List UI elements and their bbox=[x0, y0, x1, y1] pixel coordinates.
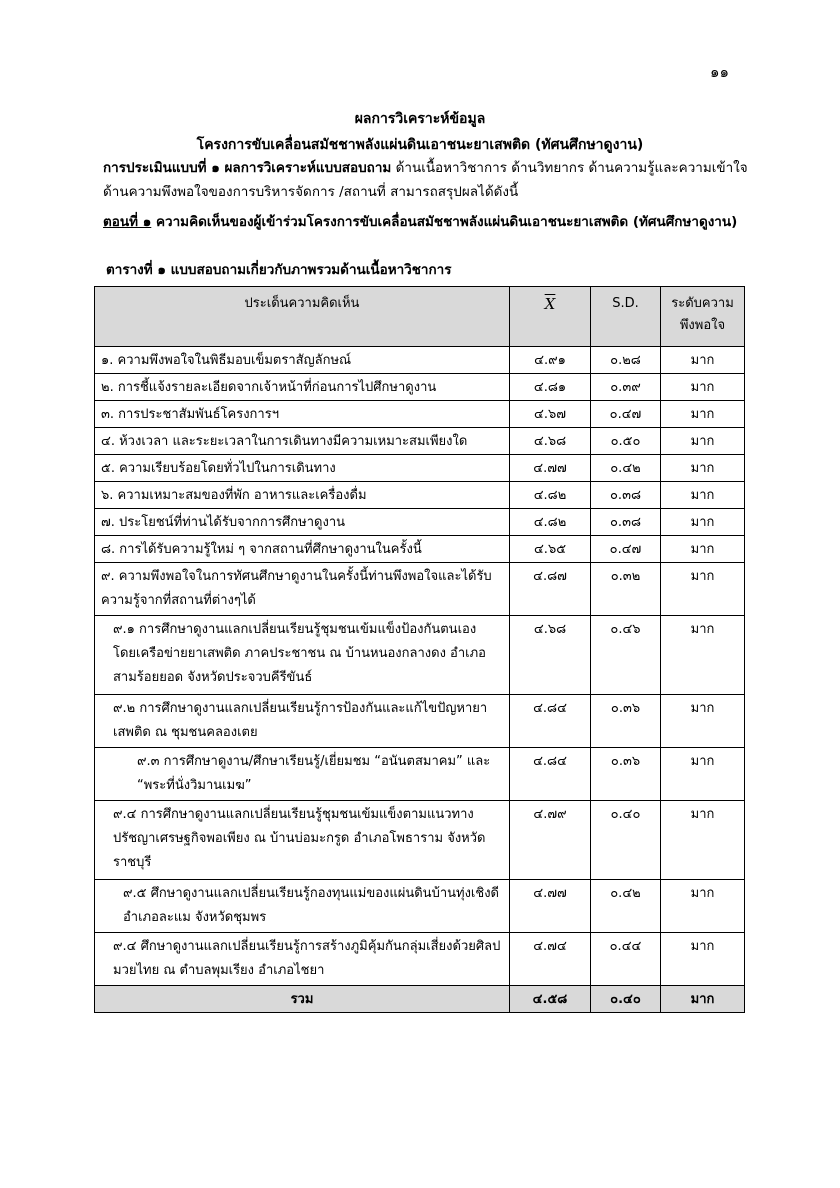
item-cell: ๖. ความเหมาะสมของที่พัก อาหารและเครื่องดื่ม bbox=[95, 482, 510, 509]
header-level-line2: พึงพอใจ bbox=[679, 318, 726, 333]
header-sd: S.D. bbox=[591, 287, 661, 347]
level-cell: มาก bbox=[661, 401, 745, 428]
table-row bbox=[95, 374, 745, 401]
item-cell: ๔. ห้วงเวลา และระยะเวลาในการเดินทางมีความเหมาะสมเพียงใด bbox=[95, 428, 510, 455]
sd-cell: ๐.๒๘ bbox=[591, 347, 661, 374]
sd-cell: ๐.๔๐ bbox=[591, 801, 661, 880]
level-cell: มาก bbox=[661, 616, 745, 695]
mean-cell: ๔.๖๘ bbox=[510, 428, 591, 455]
mean-cell: ๔.๗๗ bbox=[510, 455, 591, 482]
level-cell: มาก bbox=[661, 509, 745, 536]
level-cell: มาก bbox=[661, 748, 745, 801]
total-level: มาก bbox=[661, 986, 745, 1013]
mean-cell: ๔.๘๒ bbox=[510, 509, 591, 536]
level-cell: มาก bbox=[661, 695, 745, 748]
sd-cell: ๐.๓๘ bbox=[591, 482, 661, 509]
item-cell: ๘. การได้รับความรู้ใหม่ ๆ จากสถานที่ศึกษาดูงานในครั้งนี้ bbox=[95, 536, 510, 563]
part-label: ตอนที่ ๑ bbox=[103, 214, 152, 230]
item-cell: ๕. ความเรียบร้อยโดยทั่วไปในการเดินทาง bbox=[95, 455, 510, 482]
sd-cell: ๐.๓๒ bbox=[591, 563, 661, 616]
table-total-row bbox=[95, 986, 745, 1013]
mean-symbol: $\overline{X}$ bbox=[544, 295, 556, 313]
evaluation-paragraph bbox=[103, 156, 763, 204]
sd-cell: ๐.๕๐ bbox=[591, 428, 661, 455]
table-caption: ตารางที่ ๑ แบบสอบถามเกี่ยวกับภาพรวมด้านเนื้อหาวิชาการ bbox=[106, 262, 452, 278]
sd-cell: ๐.๔๔ bbox=[591, 933, 661, 986]
table-row bbox=[95, 748, 745, 801]
part-paragraph bbox=[103, 210, 763, 234]
mean-cell: ๔.๖๘ bbox=[510, 616, 591, 695]
table-row bbox=[95, 536, 745, 563]
table-row bbox=[95, 880, 745, 933]
item-cell: ๙.๓ การศึกษาดูงาน/ศึกษาเรียนรู้/เยี่ยมชม “อนันตสมาคม” และ “พระที่นั่งวิมานเมฆ” bbox=[95, 748, 510, 801]
total-sd: ๐.๔๐ bbox=[591, 986, 661, 1013]
level-cell: มาก bbox=[661, 374, 745, 401]
table-header-row bbox=[95, 287, 745, 347]
table-row bbox=[95, 695, 745, 748]
page-number: ๑๑ bbox=[710, 63, 730, 81]
project-title: โครงการขับเคลื่อนสมัชชาพลังแผ่นดินเอาชนะยาเสพติด (ทัศนศึกษาดูงาน) bbox=[196, 137, 644, 153]
table-row bbox=[95, 801, 745, 880]
table-row bbox=[95, 616, 745, 695]
item-cell: ๑. ความพึงพอใจในพิธีมอบเข็มตราสัญลักษณ์ bbox=[95, 347, 510, 374]
level-cell: มาก bbox=[661, 933, 745, 986]
header-level bbox=[661, 287, 745, 347]
mean-cell: ๔.๖๕ bbox=[510, 536, 591, 563]
item-cell: ๙.๒ การศึกษาดูงานแลกเปลี่ยนเรียนรู้การป้องกันและแก้ไขปัญหายาเสพติด ณ ชุมชนคลองเตย bbox=[95, 695, 510, 748]
level-cell: มาก bbox=[661, 801, 745, 880]
level-cell: มาก bbox=[661, 482, 745, 509]
header-item: ประเด็นความคิดเห็น bbox=[95, 287, 510, 347]
table-row bbox=[95, 933, 745, 986]
report-title: ผลการวิเคราะห์ข้อมูล bbox=[354, 111, 486, 127]
level-cell: มาก bbox=[661, 455, 745, 482]
sd-cell: ๐.๓๘ bbox=[591, 509, 661, 536]
sd-cell: ๐.๓๖ bbox=[591, 748, 661, 801]
mean-cell: ๔.๙๑ bbox=[510, 347, 591, 374]
sd-cell: ๐.๔๒ bbox=[591, 880, 661, 933]
sd-cell: ๐.๓๖ bbox=[591, 695, 661, 748]
item-cell: ๙. ความพึงพอใจในการทัศนศึกษาดูงานในครั้งนี้ท่านพึงพอใจและได้รับความรู้จากที่สถานที่ต่างๆได้ bbox=[95, 563, 510, 616]
item-cell: ๒. การชี้แจ้งรายละเอียดจากเจ้าหน้าที่ก่อนการไปศึกษาดูงาน bbox=[95, 374, 510, 401]
item-cell: ๙.๕ ศึกษาดูงานแลกเปลี่ยนเรียนรู้กองทุนแม่ของแผ่นดินบ้านทุ่งเชิงดี อำเภอละแม จังหวัดชุมพร bbox=[95, 880, 510, 933]
sd-cell: ๐.๔๗ bbox=[591, 401, 661, 428]
item-cell: ๓. การประชาสัมพันธ์โครงการฯ bbox=[95, 401, 510, 428]
total-label: รวม bbox=[95, 986, 510, 1013]
mean-cell: ๔.๖๗ bbox=[510, 401, 591, 428]
level-cell: มาก bbox=[661, 880, 745, 933]
item-cell: ๙.๔ การศึกษาดูงานแลกเปลี่ยนเรียนรู้ชุมชนเข้มแข็งตามแนวทางปรัชญาเศรษฐกิจพอเพียง ณ บ้านบ่อมะกรูด อำเภอโพธาราม จังหวัดราชบุรี bbox=[95, 801, 510, 880]
mean-cell: ๔.๘๗ bbox=[510, 563, 591, 616]
item-cell: ๗. ประโยชน์ที่ท่านได้รับจากการศึกษาดูงาน bbox=[95, 509, 510, 536]
table-row bbox=[95, 563, 745, 616]
table-row bbox=[95, 455, 745, 482]
part-heading: ความคิดเห็นของผู้เข้าร่วมโครงการขับเคลื่อนสมัชชาพลังแผ่นดินเอาชนะยาเสพติด (ทัศนศึกษาดูงาน) bbox=[151, 214, 738, 230]
table-row bbox=[95, 428, 745, 455]
sd-cell: ๐.๔๗ bbox=[591, 536, 661, 563]
level-cell: มาก bbox=[661, 536, 745, 563]
survey-table bbox=[94, 286, 745, 1013]
level-cell: มาก bbox=[661, 428, 745, 455]
header-level-line1: ระดับความ bbox=[671, 296, 734, 311]
sd-cell: ๐.๔๖ bbox=[591, 616, 661, 695]
mean-cell: ๔.๗๗ bbox=[510, 880, 591, 933]
table-row bbox=[95, 347, 745, 374]
level-cell: มาก bbox=[661, 347, 745, 374]
mean-cell: ๔.๗๔ bbox=[510, 933, 591, 986]
header-mean bbox=[510, 287, 591, 347]
mean-cell: ๔.๘๒ bbox=[510, 482, 591, 509]
total-mean: ๔.๕๘ bbox=[510, 986, 591, 1013]
evaluation-heading: การประเมินแบบที่ ๑ ผลการวิเคราะห์แบบสอบถาม bbox=[103, 160, 392, 176]
item-cell: ๙.๑ การศึกษาดูงานแลกเปลี่ยนเรียนรู้ชุมชนเข้มแข็งป้องกันตนเอง โดยเครือข่ายยาเสพติด ภาคประชาชน ณ บ้านหนองกลางดง อำเภอสามร้อยยอด จังหวัดประจวบคีรีขันธ์ bbox=[95, 616, 510, 695]
mean-cell: ๔.๘๑ bbox=[510, 374, 591, 401]
table-row bbox=[95, 509, 745, 536]
mean-cell: ๔.๘๔ bbox=[510, 695, 591, 748]
sd-cell: ๐.๓๙ bbox=[591, 374, 661, 401]
table-row bbox=[95, 482, 745, 509]
level-cell: มาก bbox=[661, 563, 745, 616]
table-row bbox=[95, 401, 745, 428]
mean-cell: ๔.๗๙ bbox=[510, 801, 591, 880]
sd-cell: ๐.๔๒ bbox=[591, 455, 661, 482]
mean-cell: ๔.๘๔ bbox=[510, 748, 591, 801]
item-cell: ๙.๔ ศึกษาดูงานแลกเปลี่ยนเรียนรู้การสร้างภูมิคุ้มกันกลุ่มเสี่ยงด้วยศิลปมวยไทย ณ ตำบลพุมเรียง อำเภอไชยา bbox=[95, 933, 510, 986]
evaluation-text: ด้านเนื้อหาวิชาการ ด้านวิทยากร ด้านความรู้และความเข้าใจ ด้านความพึงพอใจของการบริหารจัดการ /สถานที่ สามารถสรุปผลได้ดังนี้ bbox=[103, 160, 748, 200]
